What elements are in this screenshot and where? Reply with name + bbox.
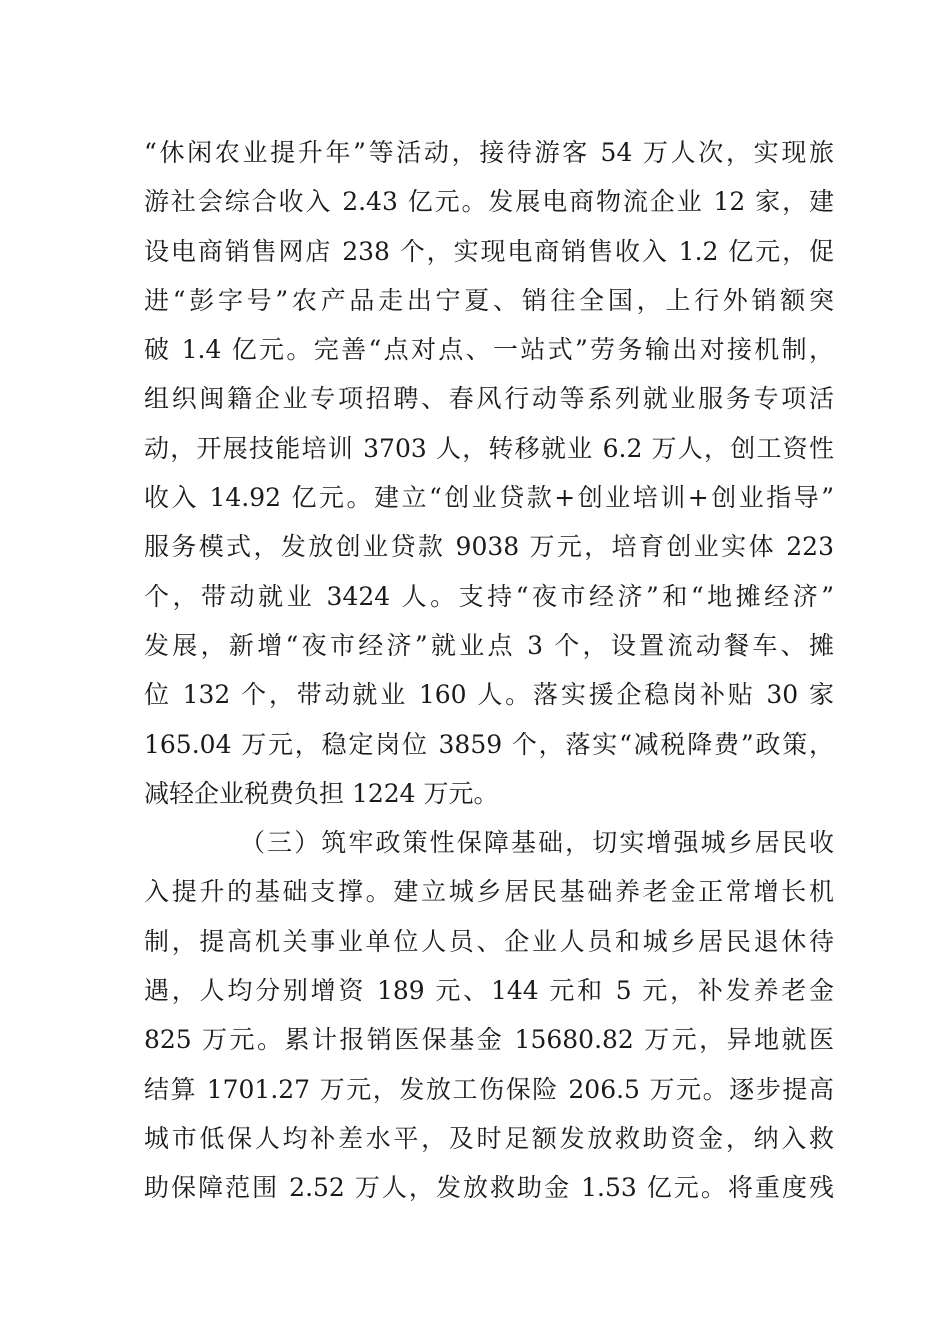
text-line: 助保障范围 2.52 万人，发放救助金 1.53 亿元。将重度残 [144,1173,834,1203]
text-line: 制，提高机关事业单位人员、企业人员和城乡居民退休待 [144,926,834,956]
text-line: 组织闽籍企业专项招聘、春风行动等系列就业服务专项活 [144,384,834,414]
text-line: 减轻企业税费负担 1224 万元。 [144,778,499,808]
text-line: 165.04 万元，稳定岗位 3859 个，落实“减税降费”政策， [144,729,834,759]
text-line: 进“彭字号”农产品走出宁夏、销往全国，上行外销额突 [144,285,834,315]
text-line: 设电商销售网店 238 个，实现电商销售收入 1.2 亿元，促 [144,236,834,266]
text-line: 入提升的基础支撑。建立城乡居民基础养老金正常增长机 [144,877,834,907]
text-line: 城市低保人均补差水平，及时足额发放救助资金，纳入救 [144,1123,834,1153]
text-line: 个，带动就业 3424 人。支持“夜市经济”和“地摊经济” [144,581,834,611]
paragraph-2 [144,818,834,1212]
text-line: “休闲农业提升年”等活动，接待游客 54 万人次，实现旅 [144,138,834,167]
section-heading-line: （三）筑牢政策性保障基础，切实增强城乡居民收 [240,828,834,858]
text-line: 服务模式，发放创业贷款 9038 万元，培育创业实体 223 [144,532,834,562]
paragraph-1 [144,128,834,818]
text-line: 结算 1701.27 万元，发放工伤保险 206.5 万元。逐步提高 [144,1074,834,1104]
document-body [144,128,834,1213]
text-line: 游社会综合收入 2.43 亿元。发展电商物流企业 12 家，建 [144,187,834,217]
text-line: 遇，人均分别增资 189 元、144 元和 5 元，补发养老金 [144,976,834,1006]
text-line: 发展，新增“夜市经济”就业点 3 个，设置流动餐车、摊 [144,630,834,660]
text-line: 收入 14.92 亿元。建立“创业贷款+创业培训+创业指导” [144,483,834,513]
text-line: 位 132 个，带动就业 160 人。落实援企稳岗补贴 30 家 [144,680,834,710]
text-line: 825 万元。累计报销医保基金 15680.82 万元，异地就医 [144,1025,834,1055]
text-line: 破 1.4 亿元。完善“点对点、一站式”劳务输出对接机制， [144,335,834,365]
text-line: 动，开展技能培训 3703 人，转移就业 6.2 万人，创工资性 [144,433,834,463]
